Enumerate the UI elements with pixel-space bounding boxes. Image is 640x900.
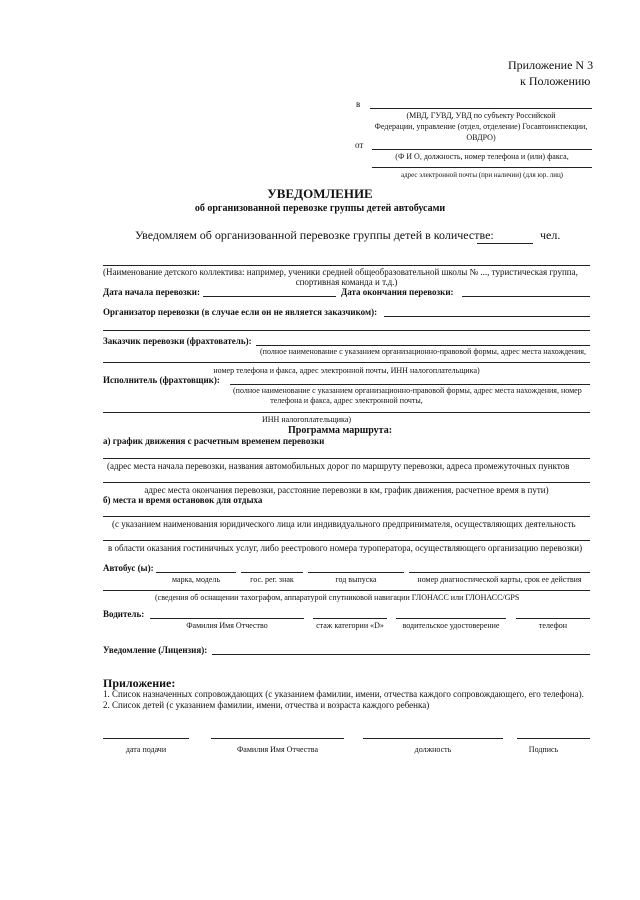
organizer-line[interactable] xyxy=(384,316,590,317)
bus-equipment-line[interactable] xyxy=(103,590,590,591)
collective-caption-1: (Наименование детского коллектива: например, ученики средней общеобразовательной школы № ..., туристическая группа, xyxy=(103,267,578,277)
driver-name-line[interactable] xyxy=(150,618,304,619)
children-count-line[interactable] xyxy=(477,243,533,244)
executor-caption-1: (полное наименование с указанием организационно-правовой формы, адрес места нахождения, номер xyxy=(233,386,582,395)
driver-label: Водитель: xyxy=(103,609,145,619)
route-heading: Программа маршрута: xyxy=(288,425,393,436)
bus-year-line[interactable] xyxy=(308,572,404,573)
stops-line-2[interactable] xyxy=(103,540,590,541)
customer-line-2[interactable] xyxy=(103,362,590,363)
bus-card-caption: номер диагностической карты, срок ее действия xyxy=(417,575,582,584)
intro-text: Уведомляем об организованной перевозке группы детей в количестве: xyxy=(135,228,494,242)
stops-caption-1: (с указанием наименования юридического лица или индивидуального предпринимателя, осуществляющих деятельность xyxy=(112,519,576,529)
bus-plate-caption: гос. рег. знак xyxy=(250,575,294,584)
start-date-label: Дата начала перевозки: xyxy=(103,287,200,297)
signature-sign-caption: Подпись xyxy=(528,745,559,754)
executor-caption-3: ИНН налогоплательщика) xyxy=(262,415,352,424)
to-caption-3: ОВДРО) xyxy=(466,133,496,142)
bus-model-caption: марка, модель xyxy=(172,575,220,584)
to-field-line[interactable] xyxy=(370,108,592,109)
attachments-heading: Приложение: xyxy=(103,676,176,690)
organizer-label: Организатор перевозки (в случае если он не является заказчиком): xyxy=(103,307,378,317)
document-subtitle: об организованной перевозке группы детей автобусами xyxy=(194,203,446,214)
schedule-line-2[interactable] xyxy=(103,482,590,483)
end-date-label: Дата окончания перевозки: xyxy=(341,287,454,297)
bus-equipment-caption: (сведения об оснащении тахографом, аппаратурой спутниковой навигации ГЛОНАСС или ГЛОНАСС/GPS xyxy=(155,593,520,602)
notice-license-label: Уведомление (Лицензия): xyxy=(103,645,208,655)
driver-experience-caption: стаж категории «D» xyxy=(316,621,384,630)
executor-label: Исполнитель (фрахтовщик): xyxy=(103,375,220,385)
start-date-line[interactable] xyxy=(203,296,336,297)
signature-position-line[interactable] xyxy=(363,738,503,739)
executor-line[interactable] xyxy=(230,384,590,385)
stops-line-1[interactable] xyxy=(103,516,590,517)
signature-date-caption: дата подачи xyxy=(125,745,167,754)
attachment-item-1: 1. Список назначенных сопровождающих (с указанием фамилии, имени, отчества каждого сопровождающего, его телефона). xyxy=(103,689,584,699)
schedule-caption-1: (адрес места начала перевозки, названия автомобильных дорог по маршруту перевозки, адреса промежуточных пунктов xyxy=(107,461,570,471)
to-caption-2: Федерации, управление (отдел, отделение) Госавтоинспекции, xyxy=(374,122,588,131)
from-field-line[interactable] xyxy=(372,149,592,150)
executor-line-2[interactable] xyxy=(103,412,590,413)
from-field-line-2[interactable] xyxy=(372,167,592,168)
customer-line[interactable] xyxy=(256,345,590,346)
bus-label: Автобус (ы): xyxy=(103,563,154,573)
signature-name-line[interactable] xyxy=(211,738,344,739)
appendix-reference: к Положению xyxy=(520,74,591,88)
schedule-caption-2: адрес места окончания перевозки, расстояние перевозки в км, график движения, расчетное время в пути) xyxy=(144,485,549,495)
attachment-item-2: 2. Список детей (с указанием фамилии, имени, отчества и возраста каждого ребенка) xyxy=(103,700,430,710)
signature-date-line[interactable] xyxy=(103,738,189,739)
stops-label: б) места и время остановок для отдыха xyxy=(103,495,263,505)
signature-sign-line[interactable] xyxy=(517,738,590,739)
bus-year-caption: год выпуска xyxy=(335,575,377,584)
from-prefix: от xyxy=(355,140,364,150)
executor-caption-2: телефона и факса, адрес электронной почты, xyxy=(270,396,423,405)
intro-unit: чел. xyxy=(540,228,561,242)
customer-caption-2: номер телефона и факса, адрес электронной почты, ИНН налогоплательщика) xyxy=(213,366,480,375)
organizer-line-2[interactable] xyxy=(103,330,590,331)
stops-caption-2: в области оказания гостиничных услуг, либо реестрового номера туроператора, осуществляющего организацию перевозки) xyxy=(108,543,583,553)
driver-phone-line[interactable] xyxy=(516,618,590,619)
from-caption-2: адрес электронной почты (при наличии) (для юр. лиц) xyxy=(400,171,564,179)
from-caption-1: (Ф И О, должность, номер телефона и (или) факса, xyxy=(395,152,569,161)
bus-card-line[interactable] xyxy=(409,572,590,573)
customer-label: Заказчик перевозки (фрахтователь): xyxy=(103,336,252,346)
signature-name-caption: Фамилия Имя Отчества xyxy=(236,745,318,754)
appendix-number: Приложение N 3 xyxy=(508,58,594,72)
collective-caption-2: спортивная команда и т.д.) xyxy=(295,277,398,287)
driver-license-caption: водительское удостоверение xyxy=(402,621,500,630)
driver-name-caption: Фамилия Имя Отчество xyxy=(186,621,268,630)
notice-license-line[interactable] xyxy=(212,654,590,655)
driver-phone-caption: телефон xyxy=(538,621,568,630)
document-title: УВЕДОМЛЕНИЕ xyxy=(267,186,373,201)
to-prefix: в xyxy=(356,99,361,109)
collective-line[interactable] xyxy=(103,265,590,266)
customer-caption-1: (полное наименование с указанием организационно-правовой формы, адрес места нахождения, xyxy=(260,347,586,356)
driver-experience-line[interactable] xyxy=(313,618,387,619)
to-caption-1: (МВД, ГУВД, УВД по субъекту Российской xyxy=(406,111,556,120)
signature-position-caption: должность xyxy=(414,745,452,754)
end-date-line[interactable] xyxy=(462,296,590,297)
bus-plate-line[interactable] xyxy=(241,572,303,573)
schedule-label: а) график движения с расчетным временем перевозки xyxy=(103,436,325,446)
bus-model-line[interactable] xyxy=(156,572,236,573)
schedule-line-1[interactable] xyxy=(103,458,590,459)
driver-license-line[interactable] xyxy=(396,618,506,619)
